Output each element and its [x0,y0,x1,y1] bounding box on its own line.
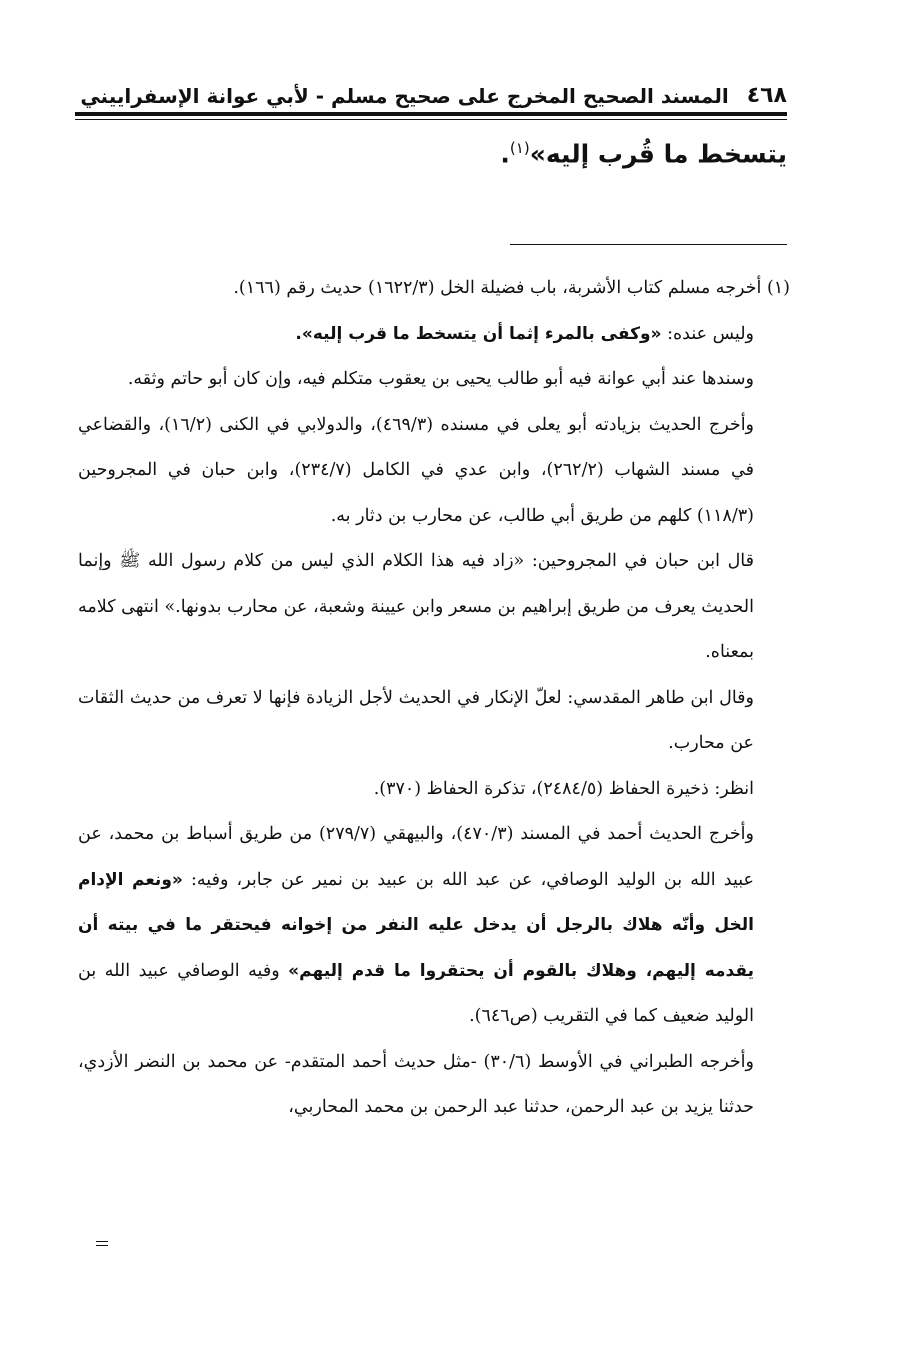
footnote-separator [510,244,787,245]
footnote-1-text: أخرجه مسلم كتاب الأشربة، باب فضيلة الخل (١٦٢٢/٣) حديث رقم (١٦٦). [233,278,762,298]
footnote-reference: (١) [509,139,530,157]
running-header [75,62,787,108]
footnote-1 [78,266,790,312]
header-title: المسند الصحيح المخرج على صحيح مسلم - لأبي عوانة الإسفراييني [80,84,729,108]
footnote-p8-b: وفيه الوصافي عبيد الله بن الوليد ضعيف كما في التقريب (ص٦٤٦). [78,960,754,1026]
footnote-paragraph: وأخرجه الطبراني في الأوسط (٣٠/٦) -مثل حديث أحمد المتقدم- عن محمد بن النضر الأزدي، حدثنا يزيد بن عبد الرحمن، حدثنا عبد الرحمن بن محمد المحاربي، [78,1051,754,1117]
footnote-paragraph: وسندها عند أبي عوانة فيه أبو طالب يحيى بن يعقوب متكلم فيه، وإن كان أبو حاتم وثقه. [127,369,754,389]
footnote-1-number: (١) [766,278,790,298]
footnote-paragraph: وأخرج الحديث بزيادته أبو يعلى في مسنده (٤٦٩/٣)، والدولابي في الكنى (١٦/٢)، والقضاعي في مسند الشهاب (٢٦٢/٢)، وابن عدي في الكامل (٢٣٤/٧)، وابن حبان في المجروحين (١١٨/٣) كلهم من طريق أبي طالب، عن محارب بن دثار به. [78,414,755,526]
main-text [137,126,787,176]
footnote-p8-a: وأخرج الحديث أحمد في المسند (٤٧٠/٣)، والبيهقي (٢٧٩/٧) من طريق أسباط بن محمد، عن عبيد الله بن الوليد الوصافي، عن عبد الله بن عبيد بن نمير عن جابر، وفيه: [78,824,754,890]
footnote-p2-quote: «وكفى بالمرء إثما أن يتسخط ما قرب إليه». [295,323,662,344]
main-text-end: . [500,139,510,169]
footnote-paragraph: وقال ابن طاهر المقدسي: لعلّ الإنكار في الحديث لأجل الزيادة فإنها لا تعرف من حديث الثقات عن محارب. [78,687,754,753]
footnote-paragraph: انظر: ذخيرة الحفاظ (٢٤٨٤/٥)، تذكرة الحفاظ (٣٧٠). [373,778,754,799]
header-rule-thin [75,119,787,120]
footnote-paragraph [78,812,790,1040]
footnote-p8-quote: «ونعم الإدام الخل وأنّه هلاك بالرجل أن يدخل عليه النفر من إخوانه فيحتقر ما في بيته أن يقدمه إليهم، وهلاك بالقوم أن يحتقروا ما قدم إليهم» [78,869,754,981]
footnote-paragraph [78,312,790,358]
header-rule-thick [75,112,787,116]
footnotes [78,266,790,1131]
page-number: ٤٦٨ [746,83,787,108]
continuation-mark [96,1241,108,1246]
main-text-body: يتسخط ما قُرب إليه» [529,139,787,169]
footnote-paragraph: قال ابن حبان في المجروحين: «زاد فيه هذا الكلام الذي ليس من كلام رسول الله ﷺ وإنما الحديث يعرف من طريق إبراهيم بن مسعر وابن عيينة وشعبة، عن محارب بدونها.» انتهى كلامه بمعناه. [78,551,754,662]
footnote-p2-prefix: وليس عنده: [661,323,754,344]
